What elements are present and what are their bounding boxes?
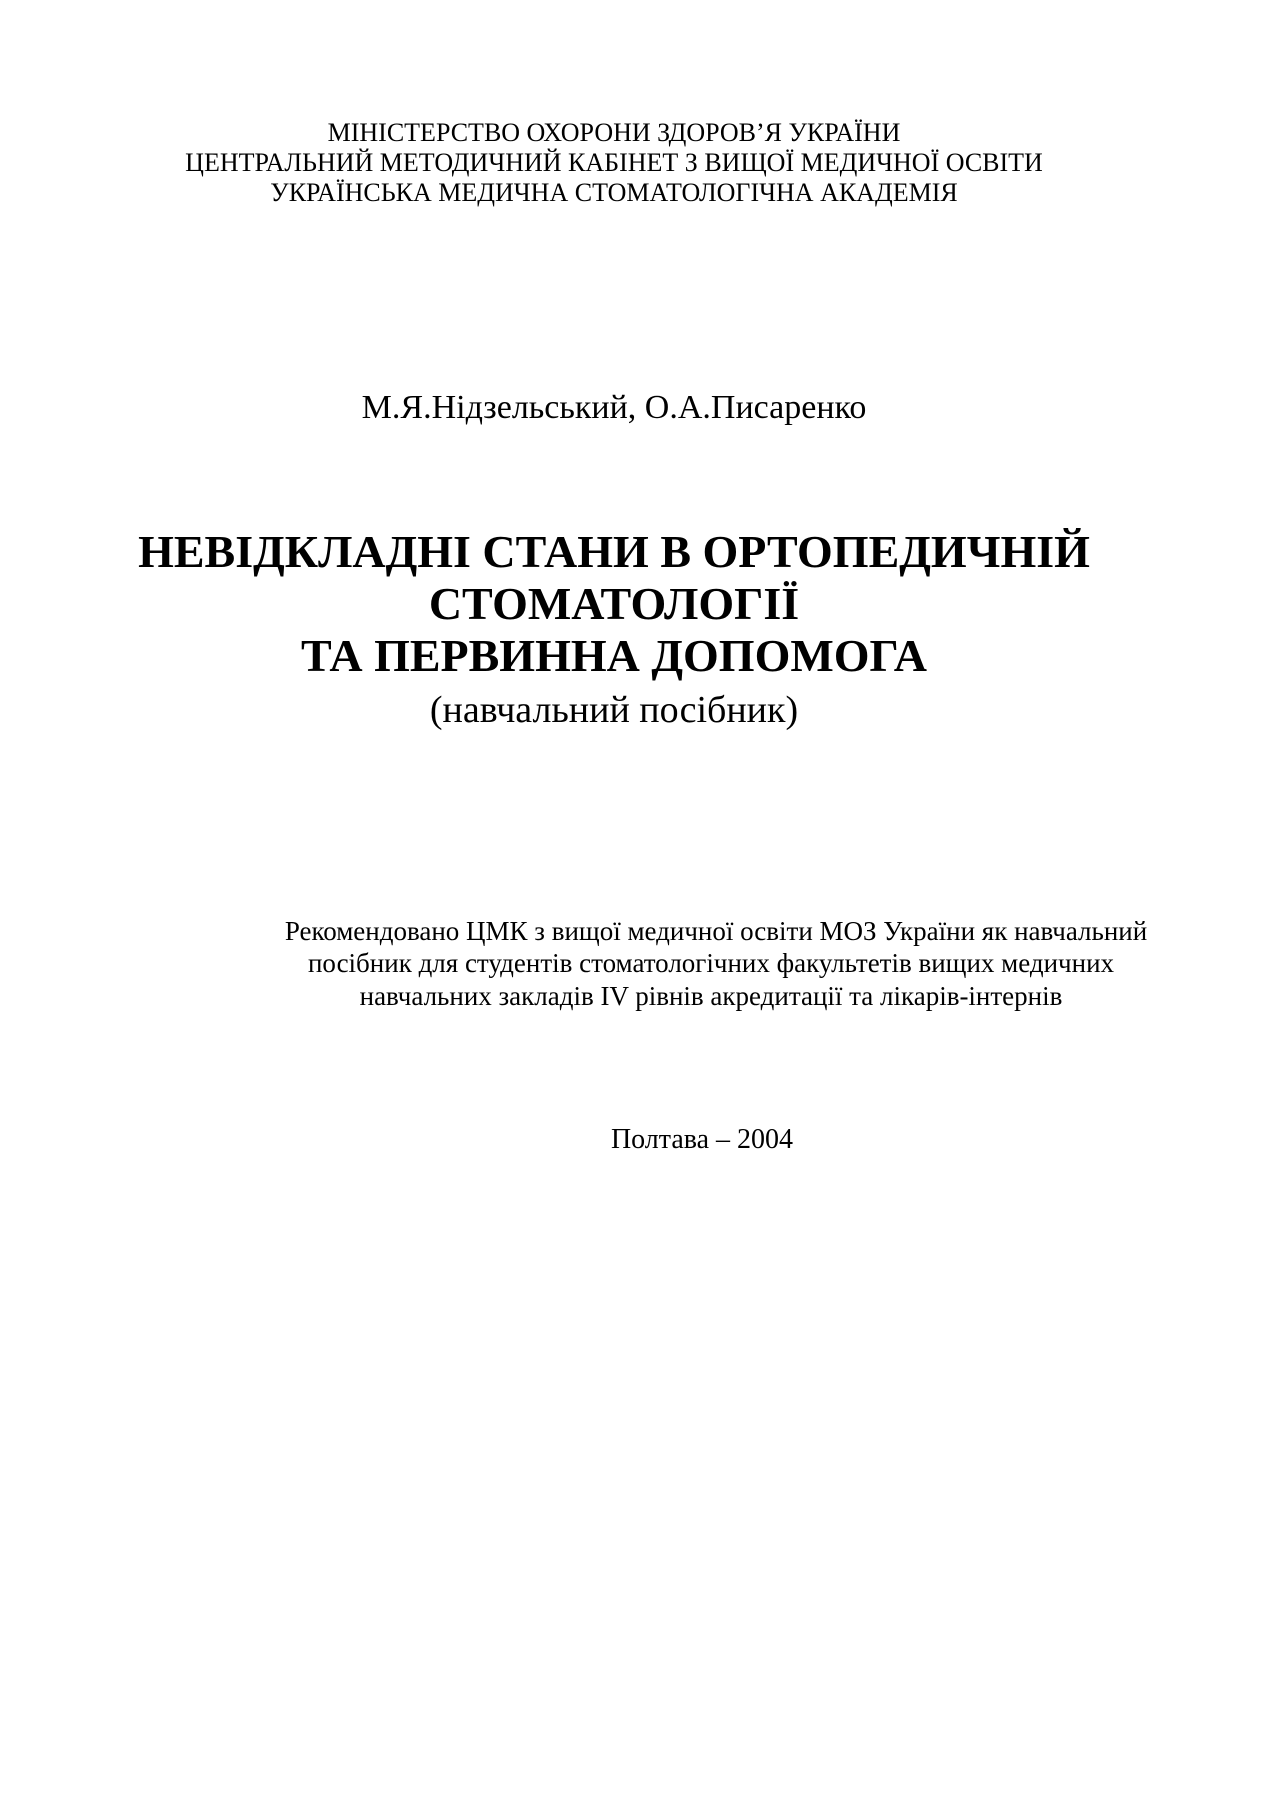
book-subtitle: (навчальний посібник) [429, 689, 799, 731]
place-and-year: Полтава – 2004 [610, 1124, 794, 1155]
recommendation-line-2: посібник для студентів стоматологічних факультетів вищих медичних [307, 948, 1115, 978]
title-line-2: СТОМАТОЛОГІЇ [428, 578, 800, 629]
ministry-line: МІНІСТЕРСТВО ОХОРОНИ ЗДОРОВ’Я УКРАЇНИ [327, 118, 901, 147]
recommendation-line-3: навчальних закладів ІV рівнів акредитації та лікарів-інтернів [359, 981, 1063, 1011]
authors: М.Я.Нідзельський, О.А.Писаренко [361, 389, 867, 426]
title-line-3: ТА ПЕРВИННА ДОПОМОГА [300, 630, 928, 681]
title-line-1: НЕВІДКЛАДНІ СТАНИ В ОРТОПЕДИЧНІЙ [138, 526, 1090, 577]
methodical-cabinet-line: ЦЕНТРАЛЬНИЙ МЕТОДИЧНИЙ КАБІНЕТ З ВИЩОЇ МЕДИЧНОЇ ОСВІТИ [185, 148, 1043, 177]
recommendation-line-1: Рекомендовано ЦМК з вищої медичної освіти МОЗ України як навчальний [284, 916, 1148, 946]
academy-line: УКРАЇНСЬКА МЕДИЧНА СТОМАТОЛОГІЧНА АКАДЕМІЯ [270, 178, 958, 207]
